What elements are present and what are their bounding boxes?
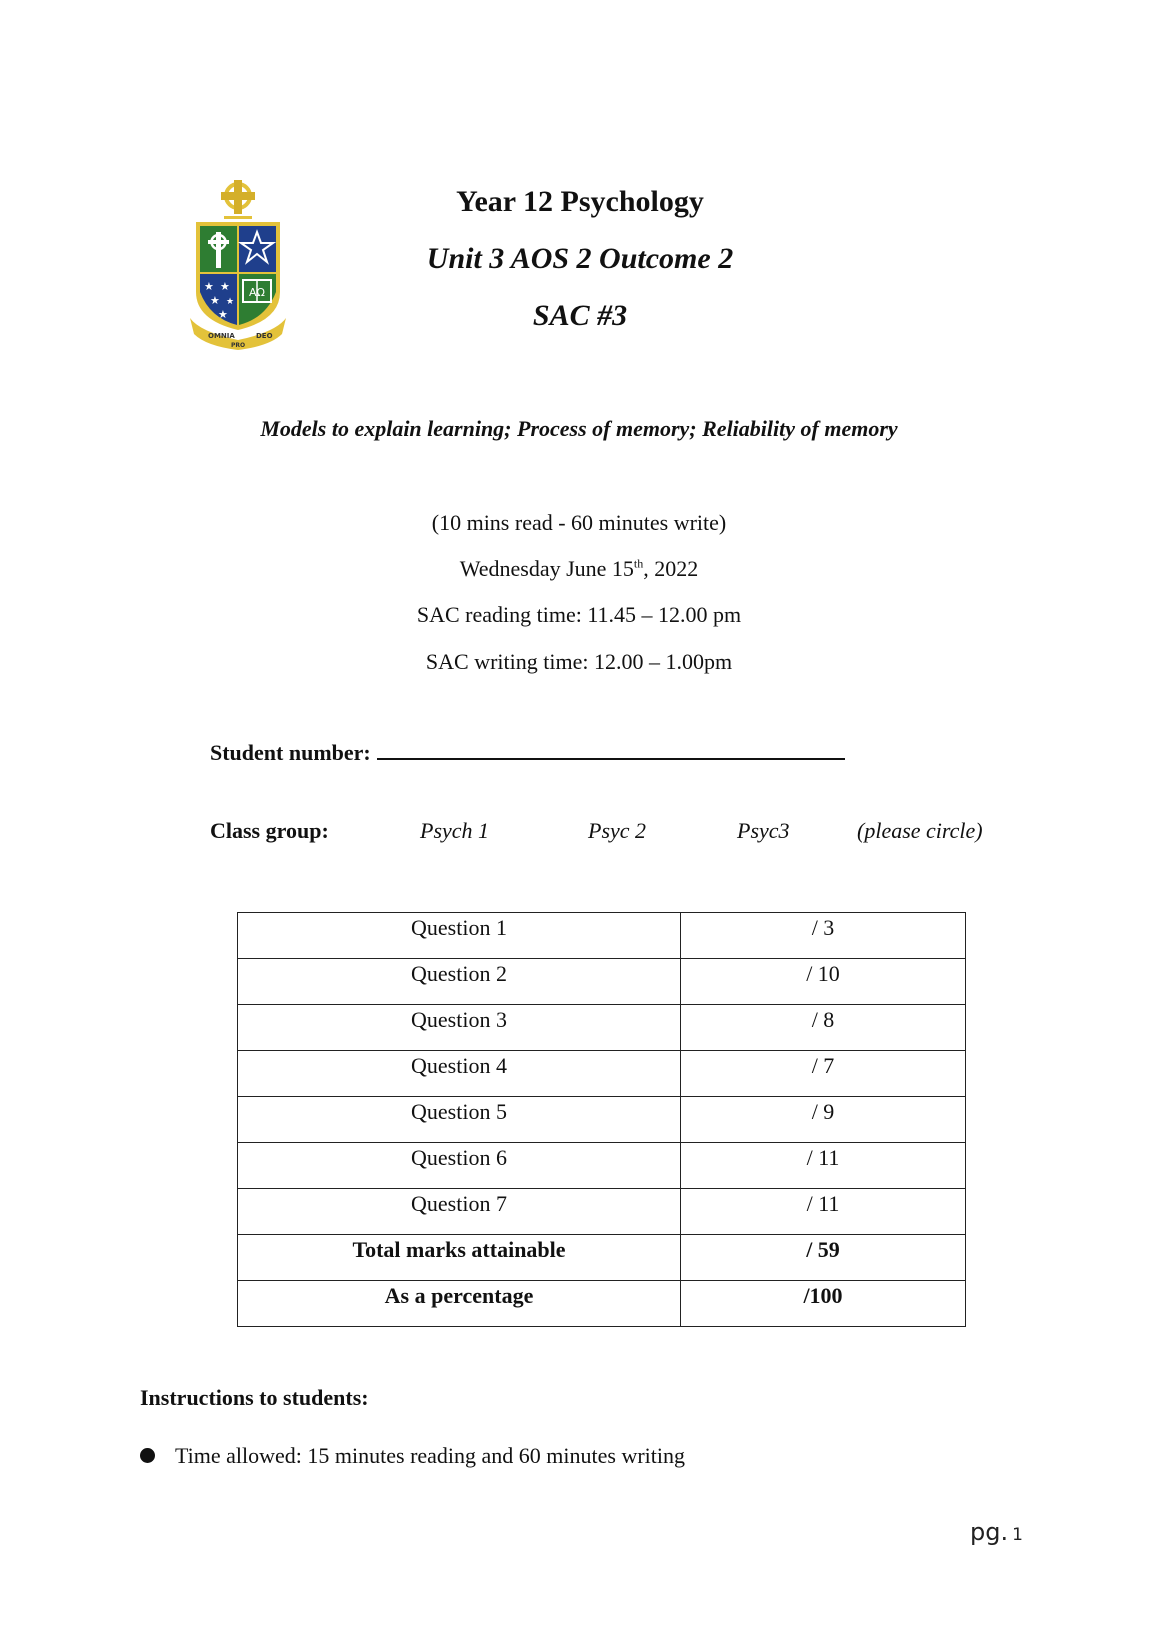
motto-right: DEO [256, 332, 273, 340]
instruction-item [140, 1443, 685, 1469]
percentage-marks: /100 [681, 1281, 966, 1327]
table-row [238, 1189, 966, 1235]
celtic-cross-icon [221, 180, 255, 219]
question-label: Question 5 [238, 1097, 681, 1143]
student-number-row [210, 740, 845, 766]
duration-text: (10 mins read - 60 minutes write) [431, 510, 727, 535]
table-row-total [238, 1235, 966, 1281]
percentage-label: As a percentage [238, 1281, 681, 1327]
exam-date [0, 556, 1158, 582]
marks-table [237, 912, 966, 1327]
table-row [238, 1005, 966, 1051]
table-row [238, 959, 966, 1005]
class-group-option-psyc2[interactable]: Psyc 2 [588, 818, 647, 843]
question-label: Question 2 [238, 959, 681, 1005]
table-row-percentage [238, 1281, 966, 1327]
book-text: AΩ [249, 286, 265, 299]
page-number [970, 1518, 1023, 1546]
page-label: pg. [970, 1518, 1009, 1546]
instruction-text: Time allowed: 15 minutes reading and 60 minutes writing [175, 1443, 686, 1468]
question-marks: / 10 [681, 959, 966, 1005]
reading-time: SAC reading time: 11.45 – 12.00 pm [416, 602, 742, 627]
page-number-value: 1 [1012, 1525, 1023, 1545]
table-row [238, 1097, 966, 1143]
question-label: Question 1 [238, 913, 681, 959]
question-label: Question 4 [238, 1051, 681, 1097]
svg-text:★: ★ [204, 280, 214, 293]
total-label: Total marks attainable [238, 1235, 681, 1281]
question-marks: / 3 [681, 913, 966, 959]
class-group-option-psych1[interactable]: Psych 1 [420, 818, 490, 843]
motto-center: PRO [230, 342, 246, 349]
question-marks: / 11 [681, 1189, 966, 1235]
bullet-icon [140, 1448, 155, 1463]
date-prefix: Wednesday June 15 [459, 556, 634, 581]
svg-text:★: ★ [218, 308, 228, 321]
topics-subtitle: Models to explain learning; Process of memory; Reliability of memory [260, 416, 898, 441]
question-label: Question 7 [238, 1189, 681, 1235]
svg-text:★: ★ [226, 297, 235, 307]
motto-left: OMNIA [208, 332, 235, 340]
instructions-heading: Instructions to students: [140, 1385, 369, 1410]
table-row [238, 913, 966, 959]
date-year: , 2022 [643, 556, 699, 581]
student-number-label: Student number: [210, 740, 371, 765]
student-number-field[interactable] [377, 740, 845, 760]
title-unit-outcome: Unit 3 AOS 2 Outcome 2 [426, 242, 734, 275]
question-marks: / 8 [681, 1005, 966, 1051]
writing-time: SAC writing time: 12.00 – 1.00pm [425, 649, 733, 674]
total-marks: / 59 [681, 1235, 966, 1281]
class-group-option-psyc3[interactable]: Psyc3 [737, 818, 790, 843]
question-label: Question 6 [238, 1143, 681, 1189]
svg-text:★: ★ [220, 280, 230, 293]
table-row [238, 1051, 966, 1097]
date-suffix-ordinal: th [633, 556, 644, 571]
svg-text:★: ★ [210, 294, 220, 307]
class-group-hint: (please circle) [857, 818, 983, 843]
question-marks: / 9 [681, 1097, 966, 1143]
title-sac-number: SAC #3 [532, 299, 628, 332]
question-marks: / 11 [681, 1143, 966, 1189]
class-group-label: Class group: [210, 818, 329, 843]
title-year-subject: Year 12 Psychology [456, 185, 704, 218]
question-marks: / 7 [681, 1051, 966, 1097]
school-crest-logo [190, 180, 286, 350]
table-row [238, 1143, 966, 1189]
question-label: Question 3 [238, 1005, 681, 1051]
